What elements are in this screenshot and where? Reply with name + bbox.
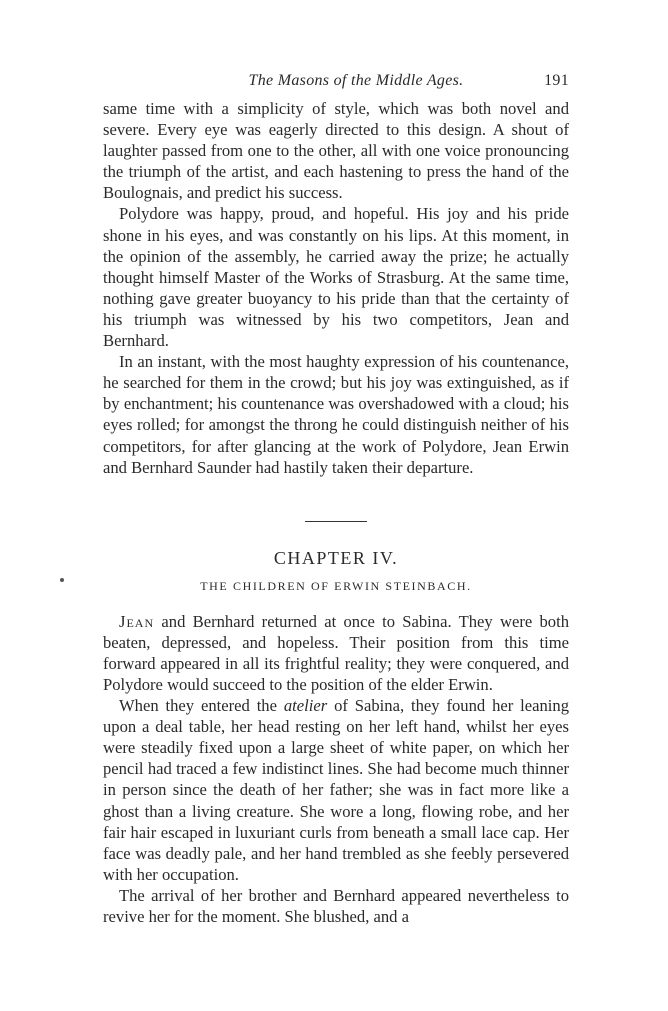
chapter-paragraph-2	[103, 695, 569, 885]
paragraph-instant: In an instant, with the most haughty expression of his countenance, he searched for them in the crowd; but his joy was extinguished, as if by enchantment; his countenance was overshadowed with a cloud; his eyes rolled; for amongst the throng he could distinguish neither of his competitors, for after glancing at the work of Polydore, Jean Erwin and Bernhard Saunder had hastily taken their departure.	[103, 352, 569, 477]
section-divider-rule	[305, 521, 367, 522]
running-head	[103, 72, 569, 98]
stray-ink-mark	[60, 578, 64, 582]
paragraph-continued: same time with a simplicity of style, which was both novel and severe. Every eye was eagerly directed to this design. A shout of laughter passed from one to the other, all with one voice pronouncing the triumph of the artist, and each hastening to press the hand of the Boulognais, and predict his success.	[103, 99, 569, 203]
book-page	[103, 72, 569, 927]
chapter-subtitle: THE CHILDREN OF ERWIN STEINBACH.	[200, 578, 472, 593]
opening-word: Jean	[119, 611, 155, 631]
page-number: 191	[544, 72, 569, 89]
chapter-paragraph-1	[103, 611, 569, 695]
chapter-paragraph-2-rest: of Sabina, they found her leaning upon a deal table, her head resting on her left hand, whilst her eyes were steadily fixed upon a large sheet of white paper, on which her pencil had traced a few indistinct lines. She had become much thinner in person since the death of her father; she was in fact more like a ghost than a living creature. She wore a long, flowing robe, and her fair hair escaped in luxuriant curls from beneath a small lace cap. Her face was deadly pale, and her hand trembled as she feebly persevered with her occupation.	[103, 696, 569, 884]
chapter-paragraph-3: The arrival of her brother and Bernhard appeared nevertheless to revive her for the moment. She blushed, and a	[103, 885, 569, 926]
running-title: The Masons of the Middle Ages.	[248, 72, 464, 89]
chapter-title: CHAPTER IV.	[273, 547, 399, 568]
chapter-paragraph-1-text: and Bernhard returned at once to Sabina. They were both beaten, depressed, and hopeless. Their position from this time forward appeared in all its frightful reality; they were conquered, and Polydore would succeed to the position of the elder Erwin.	[103, 611, 569, 694]
paragraph-polydore: Polydore was happy, proud, and hopeful. His joy and his pride shone in his eyes, and was constantly on his lips. At this moment, in the opinion of the assembly, he carried away the prize; he actually thought himself Master of the Works of Strasburg. At the same time, nothing gave greater buoyancy to his pride than that the certainty of his triumph was witnessed by his two competitors, Jean and Bernhard.	[103, 204, 569, 351]
atelier-word: atelier	[283, 696, 328, 716]
chapter-paragraph-2-start: When they entered the	[119, 696, 284, 716]
